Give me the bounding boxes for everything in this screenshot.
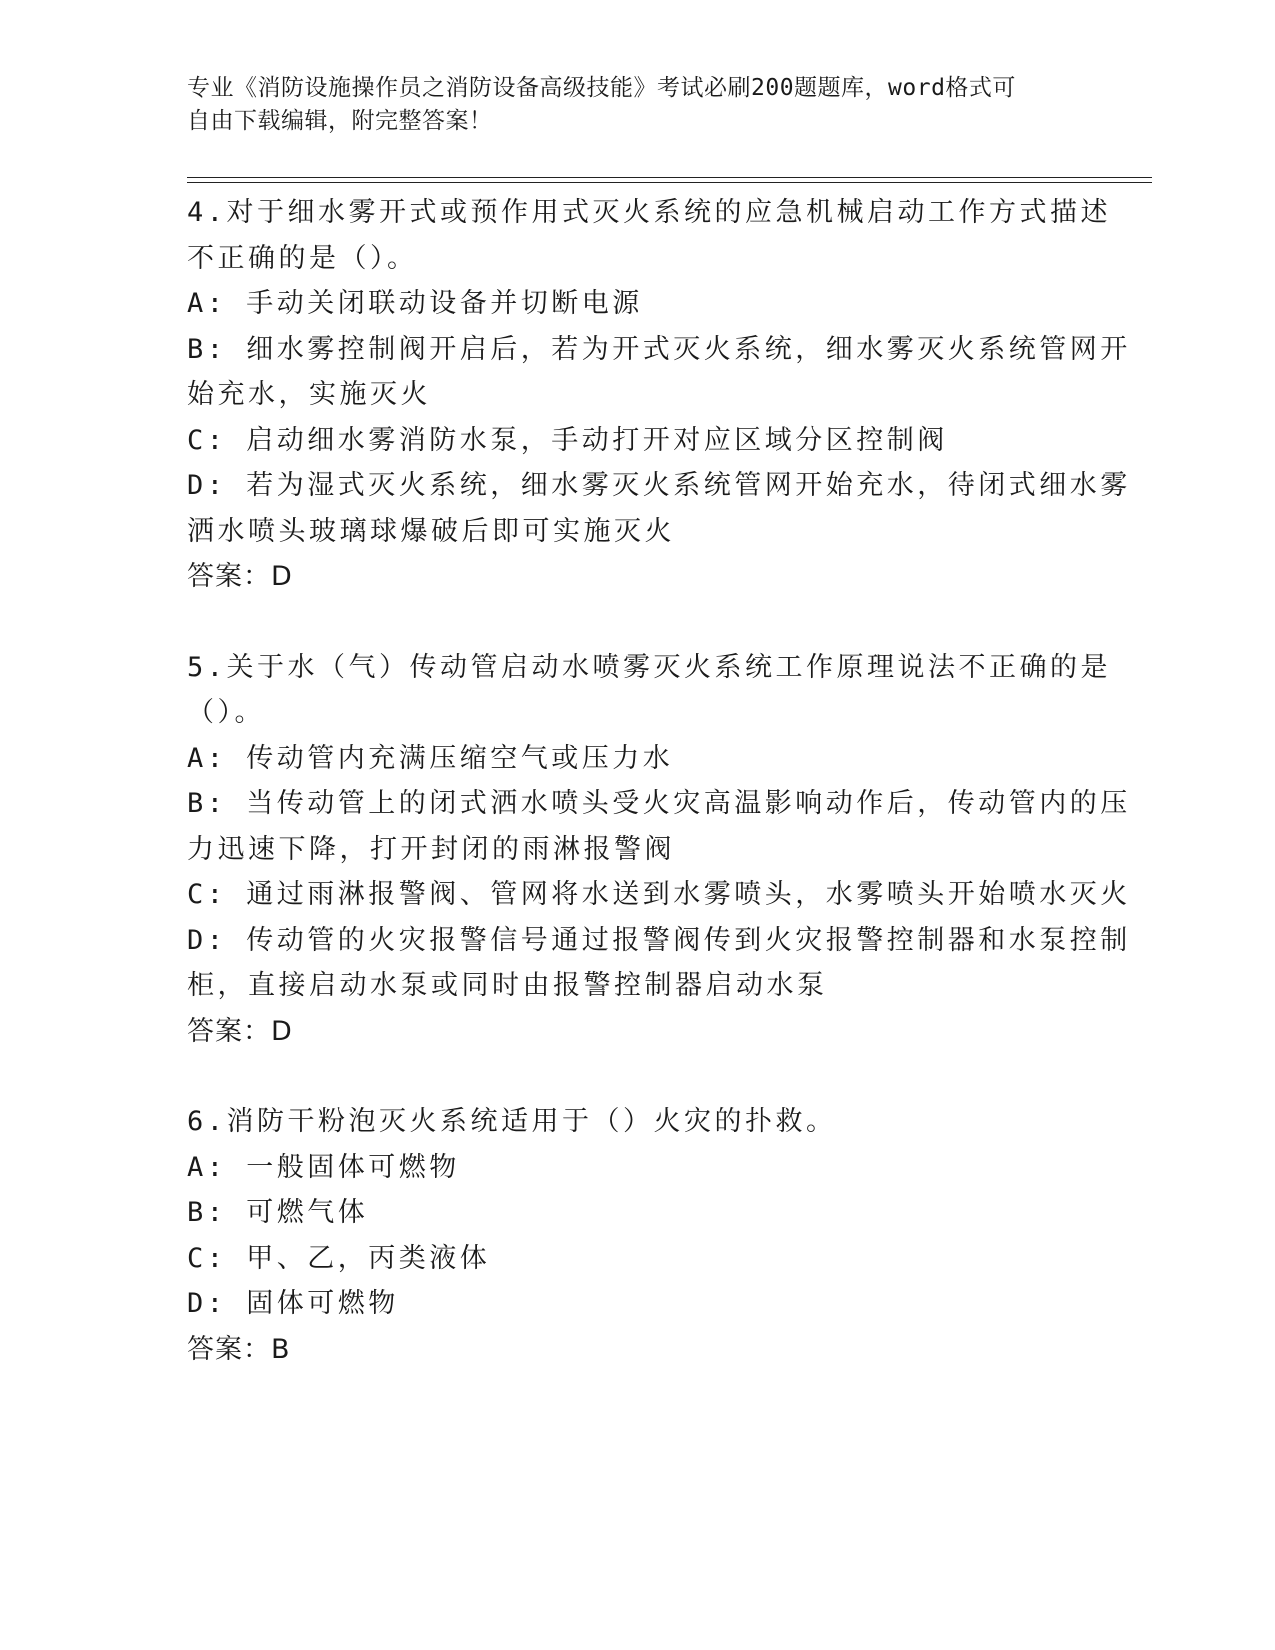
option-b: B: 细水雾控制阀开启后，若为开式灭火系统，细水雾灭火系统管网开 (187, 333, 1131, 365)
option-d: D: 若为湿式灭火系统，细水雾灭火系统管网开始充水，待闭式细水雾 (187, 470, 1131, 501)
question-stem: 5.关于水（气）传动管启动水喷雾灭火系统工作原理说法不正确的是 (187, 651, 1112, 683)
header-divider (187, 177, 1152, 183)
question-item (187, 190, 1131, 600)
option-d: 洒水喷头玻璃球爆破后即可实施灭火 (187, 515, 675, 547)
question-stem: 不正确的是（）。 (187, 242, 418, 274)
question-stem: 4.对于细水雾开式或预作用式灭火系统的应急机械启动工作方式描述 (187, 197, 1112, 228)
option-d: D: 传动管的火灾报警信号通过报警阀传到火灾报警控制器和水泵控制 (187, 924, 1131, 956)
option-d: D: 固体可燃物 (187, 1288, 399, 1319)
header-line-1: 专业《消防设施操作员之消防设备高级技能》考试必刷200题题库，word格式可 (187, 75, 1016, 101)
option-b: 力迅速下降，打开封闭的雨淋报警阀 (187, 833, 675, 865)
document-header (187, 72, 1067, 138)
question-item (187, 645, 1131, 1055)
question-item (187, 1099, 1087, 1372)
option-b: B: 当传动管上的闭式洒水喷头受火灾高温影响动作后，传动管内的压 (187, 788, 1131, 819)
header-line-2: 自由下载编辑，附完整答案！ (187, 108, 493, 134)
option-a: A: 一般固体可燃物 (187, 1151, 460, 1183)
question-list (187, 190, 1131, 1417)
answer-line: 答案：D (187, 561, 293, 592)
question-stem: （）。 (187, 697, 265, 728)
option-d: 柜，直接启动水泵或同时由报警控制器启动水泵 (187, 970, 828, 1001)
option-b: 始充水，实施灭火 (187, 379, 431, 410)
option-a: A: 传动管内充满压缩空气或压力水 (187, 742, 674, 774)
question-stem: 6.消防干粉泡灭火系统适用于（）火灾的扑救。 (187, 1106, 837, 1137)
answer-line: 答案：B (187, 1333, 291, 1365)
option-c: C: 启动细水雾消防水泵，手动打开对应区域分区控制阀 (187, 424, 948, 456)
option-b: B: 可燃气体 (187, 1197, 369, 1228)
option-a: A: 手动关闭联动设备并切断电源 (187, 288, 643, 319)
answer-line: 答案：D (187, 1015, 293, 1047)
option-c: C: 通过雨淋报警阀、管网将水送到水雾喷头，水雾喷头开始喷水灭火 (187, 879, 1131, 910)
option-c: C: 甲、乙，丙类液体 (187, 1242, 491, 1274)
